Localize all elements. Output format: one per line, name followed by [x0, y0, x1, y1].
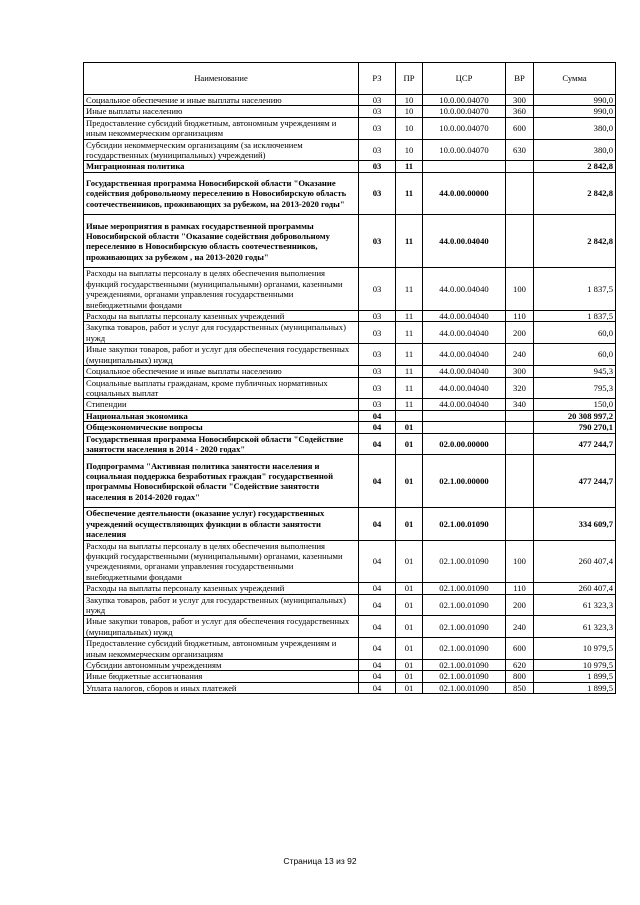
- row-pr: 10: [396, 139, 423, 161]
- row-name: Иные бюджетные ассигнования: [84, 671, 359, 682]
- row-name: Общеэкономические вопросы: [84, 422, 359, 433]
- row-rz: 03: [359, 311, 396, 322]
- row-name: Государственная программа Новосибирской области "Содействие занятости населения в 2014 - 2020 годах": [84, 433, 359, 455]
- row-name: Обеспечение деятельности (оказание услуг) государственных учреждений осуществляющих функции в области занятости населения: [84, 508, 359, 540]
- row-vr: 100: [506, 540, 534, 583]
- row-csr: 02.1.00.01090: [423, 660, 506, 671]
- row-rz: 04: [359, 583, 396, 594]
- row-name: Расходы на выплаты персоналу в целях обеспечения выполнения функций государственными (муниципальными) органами, казенными учреждениями, органами управления государственными внебюджетными фондами: [84, 540, 359, 583]
- row-name: Национальная экономика: [84, 410, 359, 421]
- row-csr: 02.1.00.01090: [423, 671, 506, 682]
- row-rz: 03: [359, 322, 396, 344]
- row-rz: 03: [359, 161, 396, 172]
- table-row: [84, 322, 616, 344]
- header-sum: Сумма: [534, 63, 616, 95]
- row-name: Государственная программа Новосибирской области "Оказание содействия добровольному переселению в Новосибирскую область соотечественников, проживающих за рубежом, на 2013-2020 годы": [84, 172, 359, 215]
- row-rz: 04: [359, 433, 396, 455]
- row-name: Иные выплаты населению: [84, 106, 359, 117]
- row-name: Стипендии: [84, 399, 359, 410]
- row-csr: 44.0.00.04040: [423, 215, 506, 268]
- row-csr: [423, 410, 506, 421]
- row-vr: [506, 455, 534, 508]
- row-name: Субсидии автономным учреждениям: [84, 660, 359, 671]
- row-name: Расходы на выплаты персоналу казенных учреждений: [84, 311, 359, 322]
- table-row: [84, 215, 616, 268]
- row-name: Субсидии некоммерческим организациям (за исключением государственных (муниципальных) учреждений): [84, 139, 359, 161]
- table-row: [84, 433, 616, 455]
- row-vr: 110: [506, 583, 534, 594]
- row-pr: 10: [396, 117, 423, 139]
- row-pr: 01: [396, 422, 423, 433]
- row-pr: [396, 410, 423, 421]
- row-sum: 990,0: [534, 106, 616, 117]
- row-sum: 60,0: [534, 322, 616, 344]
- row-pr: 01: [396, 508, 423, 540]
- row-csr: 44.0.00.04040: [423, 311, 506, 322]
- row-pr: 11: [396, 161, 423, 172]
- row-csr: 10.0.00.04070: [423, 139, 506, 161]
- row-name: Закупка товаров, работ и услуг для государственных (муниципальных) нужд: [84, 594, 359, 616]
- table-row: [84, 410, 616, 421]
- row-name: Расходы на выплаты персоналу в целях обеспечения выполнения функций государственными (муниципальными) органами, казенными учреждениями, органами управления государственными внебюджетными фондами: [84, 268, 359, 311]
- row-vr: [506, 433, 534, 455]
- row-vr: [506, 508, 534, 540]
- row-sum: 1 899,5: [534, 682, 616, 693]
- row-pr: 01: [396, 660, 423, 671]
- row-rz: 03: [359, 215, 396, 268]
- table-row: [84, 161, 616, 172]
- row-sum: 10 979,5: [534, 660, 616, 671]
- table-row: [84, 594, 616, 616]
- row-rz: 03: [359, 377, 396, 399]
- row-pr: 01: [396, 455, 423, 508]
- row-pr: 11: [396, 344, 423, 366]
- row-sum: 477 244,7: [534, 433, 616, 455]
- row-sum: 10 979,5: [534, 638, 616, 660]
- page-number: Страница 13 из 92: [283, 856, 357, 866]
- row-pr: 01: [396, 616, 423, 638]
- row-rz: 04: [359, 422, 396, 433]
- row-vr: 360: [506, 106, 534, 117]
- table-row: [84, 616, 616, 638]
- row-csr: 02.1.00.01090: [423, 540, 506, 583]
- table-row: [84, 455, 616, 508]
- row-name: Иные закупки товаров, работ и услуг для обеспечения государственных (муниципальных) нужд: [84, 616, 359, 638]
- row-pr: 01: [396, 682, 423, 693]
- table-row: [84, 540, 616, 583]
- row-vr: [506, 410, 534, 421]
- row-name: Уплата налогов, сборов и иных платежей: [84, 682, 359, 693]
- row-sum: 61 323,3: [534, 594, 616, 616]
- row-sum: 60,0: [534, 344, 616, 366]
- row-name: Социальное обеспечение и иные выплаты населению: [84, 95, 359, 106]
- table-row: [84, 422, 616, 433]
- row-vr: 600: [506, 117, 534, 139]
- table-row: [84, 377, 616, 399]
- row-sum: 795,3: [534, 377, 616, 399]
- row-csr: 44.0.00.00000: [423, 172, 506, 215]
- row-csr: 44.0.00.04040: [423, 399, 506, 410]
- row-name: Миграционная политика: [84, 161, 359, 172]
- row-sum: 20 308 997,2: [534, 410, 616, 421]
- table-row: [84, 106, 616, 117]
- row-name: Социальное обеспечение и иные выплаты населению: [84, 366, 359, 377]
- row-pr: 10: [396, 106, 423, 117]
- row-csr: 10.0.00.04070: [423, 106, 506, 117]
- row-csr: [423, 161, 506, 172]
- row-vr: 600: [506, 638, 534, 660]
- row-rz: 03: [359, 399, 396, 410]
- table-row: [84, 172, 616, 215]
- row-csr: 44.0.00.04040: [423, 268, 506, 311]
- table-row: [84, 366, 616, 377]
- row-name: Иные мероприятия в рамках государственной программы Новосибирской области "Оказание содействия добровольному переселению в Новосибирскую область соотечественников, проживающих за рубежом , на 2013-2020 годы": [84, 215, 359, 268]
- row-vr: 110: [506, 311, 534, 322]
- table-row: [84, 660, 616, 671]
- row-vr: 300: [506, 95, 534, 106]
- header-vr: ВР: [506, 63, 534, 95]
- row-csr: 02.1.00.00000: [423, 455, 506, 508]
- table-header-row: [84, 63, 616, 95]
- row-pr: 11: [396, 172, 423, 215]
- row-name: Предоставление субсидий бюджетным, автономным учреждениям и иным некоммерческим организациям: [84, 638, 359, 660]
- row-vr: 100: [506, 268, 534, 311]
- row-sum: 945,3: [534, 366, 616, 377]
- row-name: Подпрограмма "Активная политика занятости населения и социальная поддержка безработных граждан" государственной программы Новосибирской области "Содействие занятости населения в 2014-2020 годах": [84, 455, 359, 508]
- row-rz: 03: [359, 139, 396, 161]
- row-vr: 340: [506, 399, 534, 410]
- header-csr: ЦСР: [423, 63, 506, 95]
- row-csr: 02.1.00.01090: [423, 616, 506, 638]
- row-rz: 03: [359, 172, 396, 215]
- row-sum: 260 407,4: [534, 583, 616, 594]
- row-rz: 04: [359, 455, 396, 508]
- row-csr: 02.1.00.01090: [423, 583, 506, 594]
- row-pr: 01: [396, 433, 423, 455]
- row-rz: 03: [359, 366, 396, 377]
- row-vr: 800: [506, 671, 534, 682]
- row-vr: [506, 422, 534, 433]
- table-row: [84, 95, 616, 106]
- row-sum: 334 609,7: [534, 508, 616, 540]
- row-rz: 04: [359, 638, 396, 660]
- row-vr: [506, 215, 534, 268]
- row-rz: 04: [359, 682, 396, 693]
- row-pr: 11: [396, 366, 423, 377]
- row-rz: 04: [359, 616, 396, 638]
- row-sum: 2 842,8: [534, 215, 616, 268]
- row-pr: 01: [396, 583, 423, 594]
- budget-table: [83, 62, 616, 694]
- row-rz: 03: [359, 268, 396, 311]
- row-vr: 200: [506, 322, 534, 344]
- row-vr: 630: [506, 139, 534, 161]
- row-pr: 11: [396, 322, 423, 344]
- table-row: [84, 508, 616, 540]
- header-pr: ПР: [396, 63, 423, 95]
- row-vr: 620: [506, 660, 534, 671]
- row-rz: 03: [359, 117, 396, 139]
- row-pr: 11: [396, 215, 423, 268]
- row-name: Расходы на выплаты персоналу казенных учреждений: [84, 583, 359, 594]
- row-sum: 2 842,8: [534, 172, 616, 215]
- row-rz: 04: [359, 594, 396, 616]
- row-rz: 03: [359, 344, 396, 366]
- row-vr: 850: [506, 682, 534, 693]
- header-name: Наименование: [84, 63, 359, 95]
- row-sum: 477 244,7: [534, 455, 616, 508]
- row-pr: 01: [396, 671, 423, 682]
- table-row: [84, 399, 616, 410]
- row-name: Иные закупки товаров, работ и услуг для обеспечения государственных (муниципальных) нужд: [84, 344, 359, 366]
- table-row: [84, 311, 616, 322]
- row-pr: 11: [396, 377, 423, 399]
- row-vr: 240: [506, 616, 534, 638]
- row-csr: 02.0.00.00000: [423, 433, 506, 455]
- row-vr: 300: [506, 366, 534, 377]
- row-name: Закупка товаров, работ и услуг для государственных (муниципальных) нужд: [84, 322, 359, 344]
- row-csr: 10.0.00.04070: [423, 117, 506, 139]
- table-row: [84, 268, 616, 311]
- row-csr: 10.0.00.04070: [423, 95, 506, 106]
- row-vr: 240: [506, 344, 534, 366]
- row-vr: 320: [506, 377, 534, 399]
- header-rz: РЗ: [359, 63, 396, 95]
- table-row: [84, 139, 616, 161]
- row-csr: 02.1.00.01090: [423, 594, 506, 616]
- row-sum: 790 270,1: [534, 422, 616, 433]
- row-sum: 1 837,5: [534, 268, 616, 311]
- row-sum: 380,0: [534, 139, 616, 161]
- row-rz: 04: [359, 671, 396, 682]
- row-sum: 61 323,3: [534, 616, 616, 638]
- row-name: Предоставление субсидий бюджетным, автономным учреждениям и иным некоммерческим организациям: [84, 117, 359, 139]
- row-rz: 03: [359, 95, 396, 106]
- table-row: [84, 682, 616, 693]
- row-rz: 04: [359, 660, 396, 671]
- row-vr: [506, 172, 534, 215]
- row-pr: 11: [396, 399, 423, 410]
- row-sum: 990,0: [534, 95, 616, 106]
- row-pr: 01: [396, 594, 423, 616]
- row-name: Социальные выплаты гражданам, кроме публичных нормативных социальных выплат: [84, 377, 359, 399]
- row-rz: 04: [359, 508, 396, 540]
- row-csr: 02.1.00.01090: [423, 682, 506, 693]
- row-rz: 04: [359, 540, 396, 583]
- row-rz: 03: [359, 106, 396, 117]
- row-csr: 44.0.00.04040: [423, 377, 506, 399]
- table-row: [84, 671, 616, 682]
- row-sum: 1 837,5: [534, 311, 616, 322]
- row-csr: 44.0.00.04040: [423, 344, 506, 366]
- row-pr: 11: [396, 268, 423, 311]
- row-sum: 260 407,4: [534, 540, 616, 583]
- row-csr: [423, 422, 506, 433]
- row-sum: 1 899,5: [534, 671, 616, 682]
- row-pr: 10: [396, 95, 423, 106]
- row-vr: 200: [506, 594, 534, 616]
- table-row: [84, 638, 616, 660]
- table-row: [84, 583, 616, 594]
- table-row: [84, 117, 616, 139]
- row-sum: 150,0: [534, 399, 616, 410]
- table-row: [84, 344, 616, 366]
- row-rz: 04: [359, 410, 396, 421]
- row-csr: 44.0.00.04040: [423, 366, 506, 377]
- row-sum: 380,0: [534, 117, 616, 139]
- row-csr: 44.0.00.04040: [423, 322, 506, 344]
- row-csr: 02.1.00.01090: [423, 508, 506, 540]
- row-vr: [506, 161, 534, 172]
- row-pr: 01: [396, 638, 423, 660]
- table-body: [84, 95, 616, 694]
- row-pr: 01: [396, 540, 423, 583]
- row-csr: 02.1.00.01090: [423, 638, 506, 660]
- row-sum: 2 842,8: [534, 161, 616, 172]
- row-pr: 11: [396, 311, 423, 322]
